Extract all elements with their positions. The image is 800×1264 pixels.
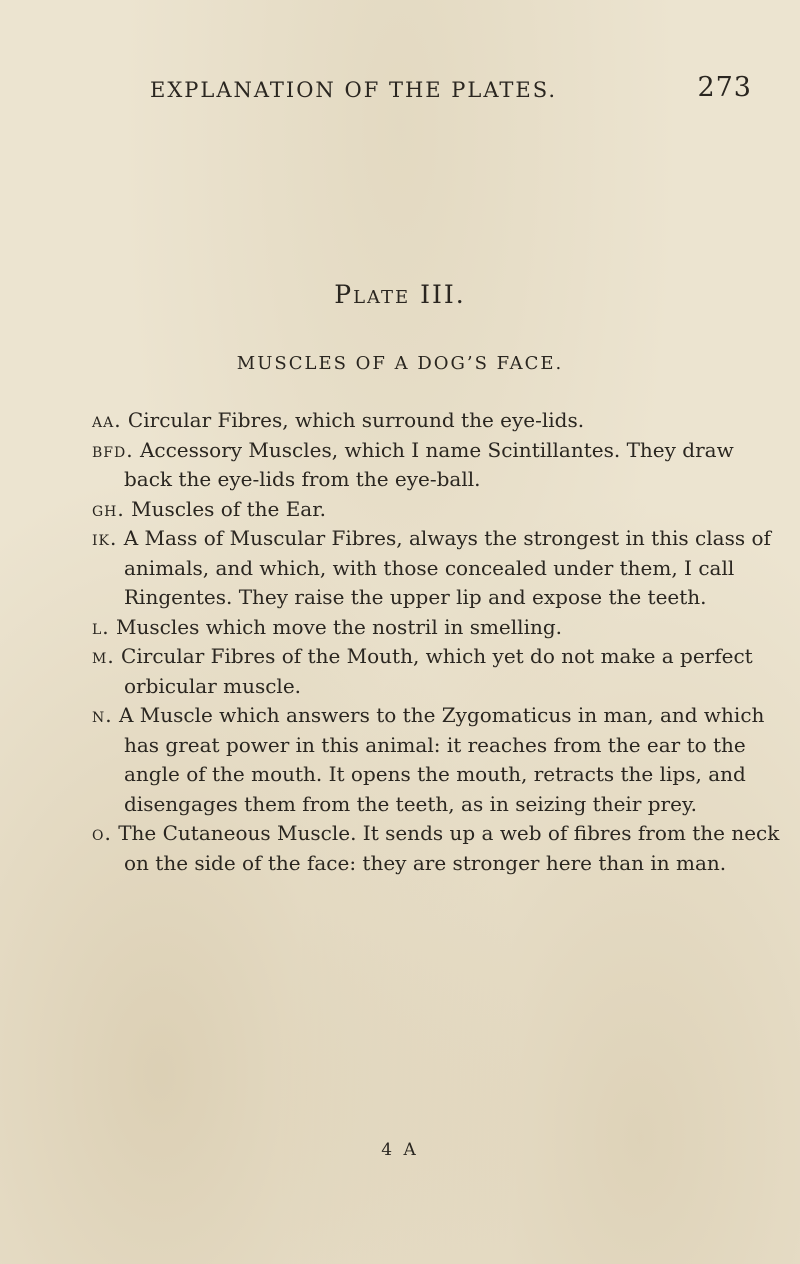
legend-entry <box>92 819 782 878</box>
entry-key: m. <box>92 644 115 668</box>
entry-key: n. <box>92 703 113 727</box>
entry-text: The Cutaneous Muscle. It sends up a web of fibres from the neck on the side of the face: they are stronger here than in man. <box>111 821 780 875</box>
entry-text: A Mass of Muscular Fibres, always the strongest in this class of animals, and which, with those concealed under them, I call Ringentes. They raise the upper lip and expose the teeth. <box>117 526 771 609</box>
legend-entry <box>92 495 782 525</box>
entry-text: Muscles which move the nostril in smelling. <box>109 614 562 639</box>
entry-text: A Muscle which answers to the Zygomaticus in man, and which has great power in this animal: it reaches from the ear to the angle of the mouth. It opens the mouth, retracts the lips, and disengages them from the teeth, as in seizing their prey. <box>112 703 765 816</box>
section-title: MUSCLES OF A DOG’S FACE. <box>236 353 564 374</box>
plate-title: Plate III. <box>334 280 466 309</box>
entry-text: Circular Fibres, which surround the eye-lids. <box>121 408 585 432</box>
entry-key: bfd. <box>92 437 134 462</box>
legend-entry <box>92 436 782 495</box>
legend-entry <box>92 642 782 701</box>
entry-text: Accessory Muscles, which I name Scintillantes. They draw back the eye-lids from the eye-ball. <box>124 437 734 491</box>
entry-key: gh. <box>92 496 125 521</box>
printer-signature: 4 A <box>381 1140 419 1160</box>
entry-key: l. <box>92 614 110 639</box>
running-title: EXPLANATION OF THE PLATES. <box>150 78 558 102</box>
entry-key: aa. <box>92 408 122 432</box>
entry-key: o. <box>92 821 112 845</box>
legend-entries <box>92 406 782 878</box>
legend-entry <box>92 406 782 436</box>
legend-entry <box>92 524 782 613</box>
entry-text: Muscles of the Ear. <box>124 496 326 521</box>
entry-text: Circular Fibres of the Mouth, which yet do not make a perfect orbicular muscle. <box>114 644 753 698</box>
legend-entry <box>92 701 782 819</box>
entry-key: ik. <box>92 526 118 550</box>
page-number: 273 <box>697 72 752 103</box>
legend-entry <box>92 613 782 643</box>
